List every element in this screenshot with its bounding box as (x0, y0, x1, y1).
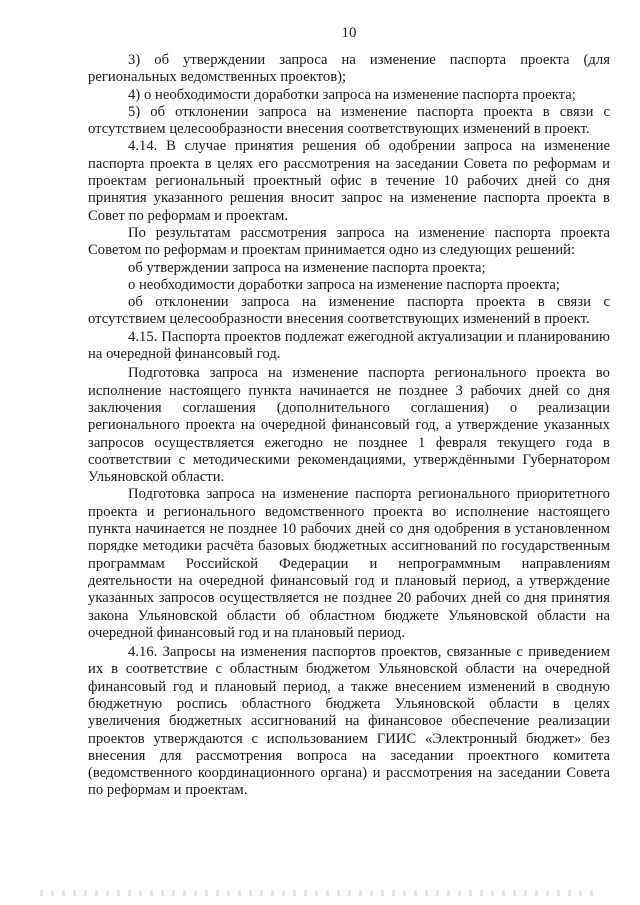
paragraph-4-15: 4.15. Паспорта проектов подлежат ежегодной актуализации и планированию на очередной финансовый год. (88, 328, 610, 363)
paragraph-item-5: 5) об отклонении запроса на изменение паспорта проекта в связи с отсутствием целесообразности внесения соответствующих изменений в проект. (88, 103, 610, 138)
paragraph-item-3: 3) об утверждении запроса на изменение паспорта проекта (для региональных ведомственных проектов); (88, 52, 610, 86)
paragraph-decision-revise: о необходимости доработки запроса на изменение паспорта проекта; (128, 276, 560, 293)
paragraph-decision-approve: об утверждении запроса на изменение паспорта проекта; (128, 259, 486, 276)
paragraph-priority-project-request: Подготовка запроса на изменение паспорта регионального приоритетного проекта и регионального ведомственного проекта во исполнение настоящего пункта начинается не позднее 10 рабочих дней со дня одобрения в установленном порядке методики расчёта базовых бюджетных ассигнований по государственным программам Российской Федерации и непрограммным направлениям деятельности на очередной финансовый год и плановый период, а утверждение указанных запросов осуществляется не позднее 20 рабочих дней со дня принятия закона Ульяновской области об областном бюджете Ульяновской области на очередной финансовый год и на плановый период. (88, 486, 610, 641)
paragraph-4-16: 4.16. Запросы на изменения паспортов проектов, связанные с приведением их в соответствие с областным бюджетом Ульяновской области на очередной финансовый год и плановый период, а также внесением изменений в сводную бюджетную роспись областного бюджета Ульяновской области в целях увеличения бюджетных ассигнований на финансовое обеспечение реализации проектов утверждаются с использованием ГИИС «Электронный бюджет» без внесения для рассмотрения вопроса на заседании проектного комитета (ведомственного координационного органа) и рассмотрения на заседании Совета по реформам и проектам. (88, 644, 610, 799)
paragraph-council-results: По результатам рассмотрения запроса на изменение паспорта проекта Советом по реформам и проектам принимается одно из следующих решений: (88, 224, 610, 259)
paragraph-regional-project-request: Подготовка запроса на изменение паспорта регионального проекта во исполнение настоящего пункта начинается не позднее 3 рабочих дней со дня заключения соглашения (дополнительного соглашения) о реализации регионального проекта на очередной финансовый год, а утверждение указанных запросов осуществляется ежегодно не позднее 1 февраля текущего года в соответствии с методическими рекомендациями, утверждёнными Губернатором Ульяновской области. (88, 365, 610, 486)
paragraph-4-14: 4.14. В случае принятия решения об одобрении запроса на изменение паспорта проекта в целях его рассмотрения на заседании Совета по реформам и проектам региональный проектный офис в течение 10 рабочих дней со дня принятия указанного решения вносит запрос на изменение паспорта проекта в Совет по реформам и проектам. (88, 138, 610, 224)
document-page (88, 24, 610, 800)
paragraph-decision-reject: об отклонении запроса на изменение паспорта проекта в связи с отсутствием целесообразности внесения соответствующих изменений в проект. (88, 294, 610, 328)
paragraph-item-4: 4) о необходимости доработки запроса на изменение паспорта проекта; (128, 86, 576, 103)
page-number: 10 (341, 25, 357, 41)
scan-artifact-line (40, 890, 600, 896)
